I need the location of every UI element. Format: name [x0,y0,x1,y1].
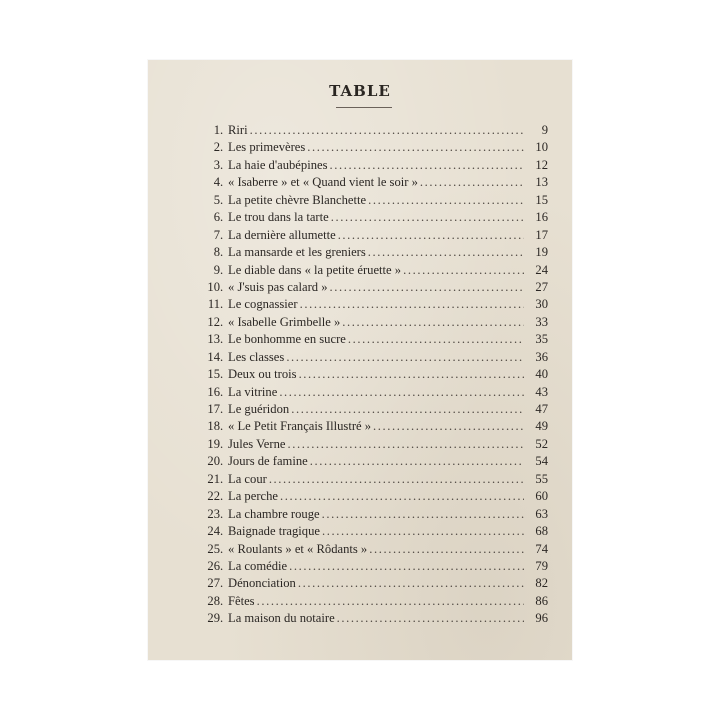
entry-number: 22 [207,489,220,504]
entry-title: Deux ou trois [228,367,297,382]
dot-leader [342,315,524,330]
entry-title: La vitrine [228,384,278,399]
toc-entry: 26 . La comédie ..... 79 [198,559,548,576]
entry-title: « J'suis pas calard » [228,279,328,294]
entry-page-number: 35 [535,332,548,347]
toc-entry: 18 . « Le Petit Français Illustré » ..... 49 [198,419,548,436]
entry-page-number: 43 [535,384,548,399]
dot-leader [291,402,524,417]
dot-leader [403,263,524,278]
toc-entry: 23 . La chambre rouge ..... 63 [198,507,548,524]
entry-number: 2 [213,140,220,155]
toc-entry: 2 . Les primevères ..... 10 [198,140,548,157]
entry-title: Jules Verne [228,436,286,451]
dot-leader [286,350,524,365]
entry-number: 13 [207,332,220,347]
toc-entry: 28 . Fêtes ..... 86 [198,594,548,611]
toc-entry: 17 . Le guéridon ..... 47 [198,402,548,419]
entry-number: 1 [213,123,220,137]
dot-leader [280,489,524,504]
entry-page-number: 16 [535,210,548,225]
dot-leader [373,419,524,434]
entry-title: La comédie [228,558,288,573]
entry-title: La chambre rouge [228,506,320,521]
dot-leader [310,454,524,469]
toc-entry: 20 . Jours de famine ..... 54 [198,454,548,471]
toc-entry: 11 . Le cognassier ..... 30 [198,297,548,314]
entry-number: 21 [207,471,220,486]
toc-entry: 27 . Dénonciation ..... 82 [198,576,548,593]
dot-leader [289,559,524,574]
dot-leader [330,280,524,295]
entry-title: « Le Petit Français Illustré » [228,419,372,434]
entry-page-number: 36 [535,349,548,364]
entry-number: 26 [207,558,220,573]
toc-entry: 14 . Les classes ..... 36 [198,350,548,367]
entry-title: Le cognassier [228,297,298,312]
toc-entry: 6 . Le trou dans la tarte ..... 16 [198,210,548,227]
table-of-contents [198,123,548,629]
entry-number: 7 [213,227,220,242]
toc-entry: 29 . La maison du notaire ..... 96 [198,611,548,628]
entry-page-number: 82 [535,576,548,591]
entry-number: 19 [207,436,220,451]
entry-page-number: 79 [535,558,548,573]
toc-entry: 7 . La dernière allumette ..... 17 [198,228,548,245]
entry-page-number: 12 [535,157,548,172]
entry-page-number: 13 [535,175,548,190]
entry-title: Baignade tragique [228,524,320,539]
dot-leader [322,507,524,522]
entry-page-number: 19 [535,245,548,260]
entry-title: La perche [228,489,278,504]
dot-leader [287,437,524,452]
entry-page-number: 68 [535,524,548,539]
entry-number: 23 [207,506,220,521]
entry-title: Jours de famine [228,454,308,469]
entry-number: 15 [207,367,220,382]
toc-entry: 9 . Le diable dans « la petite éruette » ..... 24 [198,263,548,280]
entry-page-number: 9 [541,123,548,137]
entry-title: Le bonhomme en sucre [228,332,346,347]
dot-leader [368,245,524,260]
dot-leader [300,297,524,312]
entry-page-number: 15 [535,192,548,207]
entry-number: 20 [207,454,220,469]
entry-title: La petite chèvre Blanchette [228,192,367,207]
entry-page-number: 10 [535,140,548,155]
dot-leader [298,576,524,591]
toc-entry: 13 . Le bonhomme en sucre ..... 35 [198,332,548,349]
toc-entry: 16 . La vitrine ..... 43 [198,385,548,402]
entry-number: 28 [207,593,220,608]
entry-number: 9 [213,262,220,277]
entry-page-number: 47 [535,402,548,416]
entry-title: Riri [228,123,248,137]
toc-entry: 4 . « Isaberre » et « Quand vient le soir » ..... 13 [198,175,548,192]
entry-number: 8 [213,245,220,260]
entry-page-number: 96 [535,611,548,626]
entry-title: La mansarde et les greniers [228,245,366,260]
toc-entry: 12 . « Isabelle Grimbelle » ..... 33 [198,315,548,332]
entry-number: 12 [207,314,220,329]
entry-page-number: 63 [535,506,548,521]
toc-entry: 8 . La mansarde et les greniers ..... 19 [198,245,548,262]
dot-leader [331,210,524,225]
toc-entry: 19 . Jules Verne ..... 52 [198,437,548,454]
dot-leader [322,524,524,539]
entry-title: La dernière allumette [228,227,336,242]
dot-leader [338,228,524,243]
book-page [148,60,572,660]
entry-page-number: 54 [535,454,548,469]
entry-title: La haie d'aubépines [228,157,328,172]
toc-entry: 5 . La petite chèvre Blanchette ..... 15 [198,193,548,210]
entry-page-number: 49 [535,419,548,434]
toc-entry: 15 . Deux ou trois ..... 40 [198,367,548,384]
entry-page-number: 27 [535,279,548,294]
entry-number: 11 [207,297,220,312]
entry-title: Les classes [228,349,285,364]
entry-number: 5 [213,192,220,207]
title-divider [336,107,392,108]
entry-title: Le diable dans « la petite éruette » [228,262,402,277]
toc-entry: 21 . La cour ..... 55 [198,472,548,489]
dot-leader [279,385,524,400]
toc-entry: 24 . Baignade tragique ..... 68 [198,524,548,541]
dot-leader [269,472,524,487]
entry-number: 6 [213,210,220,225]
entry-title: La cour [228,471,267,486]
entry-number: 27 [207,576,220,591]
dot-leader [348,332,524,347]
entry-title: « Isaberre » et « Quand vient le soir » [228,175,418,190]
entry-title: « Roulants » et « Rôdants » [228,541,368,556]
entry-number: 25 [207,541,220,556]
entry-page-number: 86 [535,593,548,608]
toc-entry: 25 . « Roulants » et « Rôdants » ..... 74 [198,542,548,559]
entry-number: 17 [207,402,220,416]
dot-leader [420,175,524,190]
entry-number: 29 [207,611,220,626]
entry-page-number: 60 [535,489,548,504]
entry-page-number: 74 [535,541,548,556]
entry-page-number: 24 [535,262,548,277]
entry-number: 14 [207,349,220,364]
entry-page-number: 55 [535,471,548,486]
entry-title: Fêtes [228,593,255,608]
entry-title: Les primevères [228,140,306,155]
entry-title: « Isabelle Grimbelle » [228,314,341,329]
dot-leader [337,611,524,626]
entry-page-number: 33 [535,314,548,329]
toc-entry: 1 . Riri ..... 9 [198,123,548,140]
dot-leader [250,123,524,138]
dot-leader [307,140,524,155]
entry-number: 16 [207,384,220,399]
dot-leader [368,193,524,208]
toc-entry: 10 . « J'suis pas calard » ..... 27 [198,280,548,297]
entry-title: Dénonciation [228,576,296,591]
entry-number: 4 [213,175,220,190]
toc-entry: 22 . La perche ..... 60 [198,489,548,506]
entry-title: Le guéridon [228,402,290,416]
entry-page-number: 52 [535,436,548,451]
entry-number: 3 [213,157,220,172]
dot-leader [257,594,524,609]
entry-number: 24 [207,524,220,539]
entry-page-number: 17 [535,227,548,242]
toc-entry: 3 . La haie d'aubépines ..... 12 [198,158,548,175]
dot-leader [369,542,524,557]
dot-leader [329,158,524,173]
entry-number: 18 [207,419,220,434]
dot-leader [299,367,524,382]
entry-title: La maison du notaire [228,611,335,626]
entry-page-number: 40 [535,367,548,382]
entry-title: Le trou dans la tarte [228,210,329,225]
entry-page-number: 30 [535,297,548,312]
entry-number: 10 [207,279,220,294]
page-title: TABLE [329,82,391,100]
